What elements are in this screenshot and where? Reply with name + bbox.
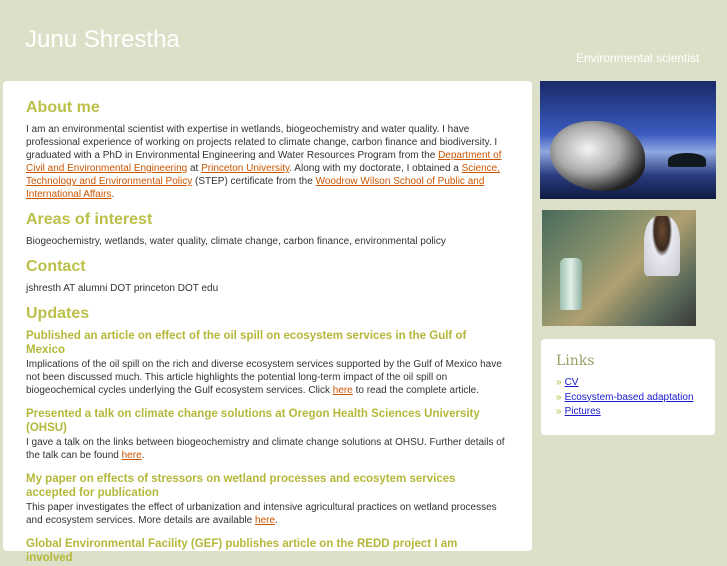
contact-text: jshresth AT alumni DOT princeton DOT edu	[26, 283, 219, 294]
list-item	[556, 376, 694, 391]
about-text: I am an environmental scientist with expertise in wetlands, biogeochemistry and water quality. I have professional experience of working on projects related to climate change, carbon finance and biodiversity. I graduated with a PhD in Environmental Engineering and Water Resources Program from the Department of Civil and Environmental Engineering at Princeton University. Along with my doctorate, I obtained a Science, Technology and Environmental Policy (STEP) certificate from the Woodrow Wilson School of Public and International Affairs.	[26, 124, 502, 200]
link-woodrow-wilson[interactable]: Woodrow Wilson School of Public and International Affairs	[26, 176, 485, 200]
list-item	[556, 405, 694, 420]
links-title: Links	[556, 353, 595, 369]
interests-heading: Areas of interest	[26, 211, 153, 228]
update-text: I gave a talk on the links between biogeochemistry and climate change solutions at OHSU. Further details of the talk can be found here.	[26, 437, 505, 461]
update-text: This paper investigates the effect of urbanization and intensive agricultural practices on wetland processes and ecosystem services. More details are available here.	[26, 502, 497, 526]
update-title: Published an article on effect of the oil spill on ecosystem services in the Gulf of Mexico	[26, 330, 467, 356]
update-link-here[interactable]: here	[121, 450, 142, 461]
link-department[interactable]: Department of Civil and Environmental Engineering	[26, 150, 502, 174]
contact-heading: Contact	[26, 258, 86, 275]
lab-bottle-shape	[560, 258, 582, 310]
coastal-rock-photo	[540, 81, 716, 199]
link-pictures[interactable]: Pictures	[564, 406, 601, 417]
link-princeton[interactable]: Princeton University	[201, 163, 290, 174]
researcher-shape	[644, 216, 680, 276]
links-list	[556, 376, 694, 420]
bullet-icon: »	[556, 391, 562, 403]
rock-shape	[550, 121, 645, 191]
interests-text: Biogeochemistry, wetlands, water quality, climate change, carbon finance, environmental policy	[26, 236, 446, 247]
bullet-icon: »	[556, 406, 562, 417]
island-shape	[668, 153, 706, 167]
links-box	[541, 339, 715, 435]
about-heading: About me	[26, 99, 100, 116]
update-text: Implications of the oil spill on the rich and diverse ecosystem services supported by the Gulf of Mexico have not been discussed much. This article highlights the potential long-term impact of the oil spill on biogeochemical cycles underlying the Gulf ecosystem services. Click here to read the complete article.	[26, 359, 502, 396]
update-title: Global Environmental Facility (GEF) publishes article on the REDD project I am involved	[26, 538, 458, 564]
update-title: My paper on effects of stressors on wetland processes and ecosytem services accepted for publication	[26, 473, 456, 499]
link-cv[interactable]: CV	[564, 377, 579, 388]
update-title: Presented a talk on climate change solutions at Oregon Health Sciences University (OHSU)	[26, 408, 480, 434]
link-step[interactable]: Science, Technology and Environmental Policy	[26, 163, 500, 187]
update-link-here[interactable]: here	[255, 515, 276, 526]
site-title: Junu Shrestha	[25, 26, 180, 53]
main-content-panel	[3, 81, 532, 564]
site-tagline: Environmental scientist	[576, 51, 700, 65]
update-link-here[interactable]: here	[332, 385, 353, 396]
updates-heading: Updates	[26, 305, 90, 322]
link-ecosystem-adaptation[interactable]: Ecosystem-based adaptation	[564, 391, 694, 403]
laboratory-photo	[542, 210, 696, 326]
list-item	[556, 391, 694, 406]
content-column	[26, 99, 506, 566]
bullet-icon: »	[556, 377, 562, 388]
